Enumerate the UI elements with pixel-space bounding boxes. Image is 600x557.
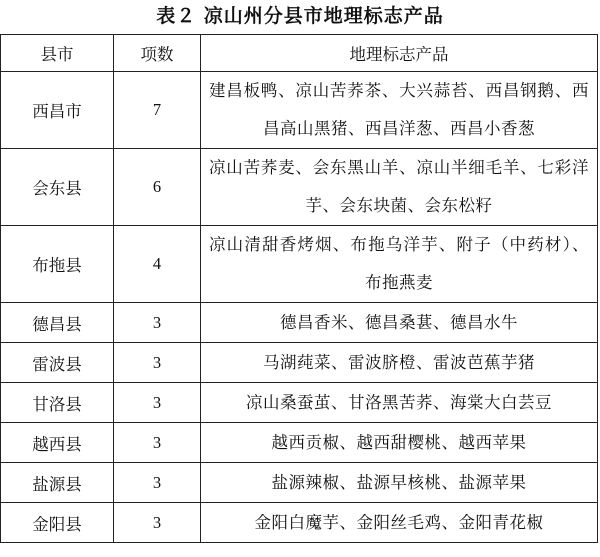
- table-row: [1, 463, 598, 503]
- table-row: [1, 226, 598, 303]
- county-cell: 雷波县: [1, 343, 114, 383]
- table-row: [1, 303, 598, 343]
- county-cell: 会东县: [1, 149, 114, 226]
- products-cell: 盐源辣椒、盐源早核桃、盐源苹果: [201, 463, 598, 503]
- table-row: [1, 383, 598, 423]
- header-count: 项数: [114, 35, 201, 72]
- count-cell: 7: [114, 72, 201, 149]
- table-row: [1, 343, 598, 383]
- products-cell: 马湖莼菜、雷波脐橙、雷波芭蕉芋猪: [201, 343, 598, 383]
- products-cell: 德昌香米、德昌桑葚、德昌水牛: [201, 303, 598, 343]
- geo-products-table: [0, 34, 598, 543]
- products-cell: 凉山桑蚕茧、甘洛黑苦荞、海棠大白芸豆: [201, 383, 598, 423]
- count-cell: 3: [114, 503, 201, 543]
- county-cell: 越西县: [1, 423, 114, 463]
- count-cell: 3: [114, 423, 201, 463]
- count-cell: 3: [114, 303, 201, 343]
- header-county: 县市: [1, 35, 114, 72]
- products-cell: 建昌板鸭、凉山苦荞茶、大兴蒜苔、西昌钢鹅、西昌高山黑猪、西昌洋葱、西昌小香葱: [201, 72, 598, 149]
- count-cell: 3: [114, 383, 201, 423]
- header-products: 地理标志产品: [201, 35, 598, 72]
- county-cell: 盐源县: [1, 463, 114, 503]
- table-row: [1, 423, 598, 463]
- table-row: [1, 72, 598, 149]
- products-cell: 凉山苦荞麦、会东黑山羊、凉山半细毛羊、七彩洋芋、会东块菌、会东松籽: [201, 149, 598, 226]
- county-cell: 金阳县: [1, 503, 114, 543]
- table-header-row: [1, 35, 598, 72]
- count-cell: 3: [114, 463, 201, 503]
- table-caption: 表２ 凉山州分县市地理标志产品: [156, 5, 444, 27]
- count-cell: 4: [114, 226, 201, 303]
- products-cell: 金阳白魔芋、金阳丝毛鸡、金阳青花椒: [201, 503, 598, 543]
- count-cell: 3: [114, 343, 201, 383]
- count-cell: 6: [114, 149, 201, 226]
- products-cell: 越西贡椒、越西甜樱桃、越西苹果: [201, 423, 598, 463]
- table-row: [1, 149, 598, 226]
- county-cell: 西昌市: [1, 72, 114, 149]
- products-cell: 凉山清甜香烤烟、布拖乌洋芋、附子（中药材）、布拖燕麦: [201, 226, 598, 303]
- table-row: [1, 503, 598, 543]
- county-cell: 德昌县: [1, 303, 114, 343]
- county-cell: 布拖县: [1, 226, 114, 303]
- county-cell: 甘洛县: [1, 383, 114, 423]
